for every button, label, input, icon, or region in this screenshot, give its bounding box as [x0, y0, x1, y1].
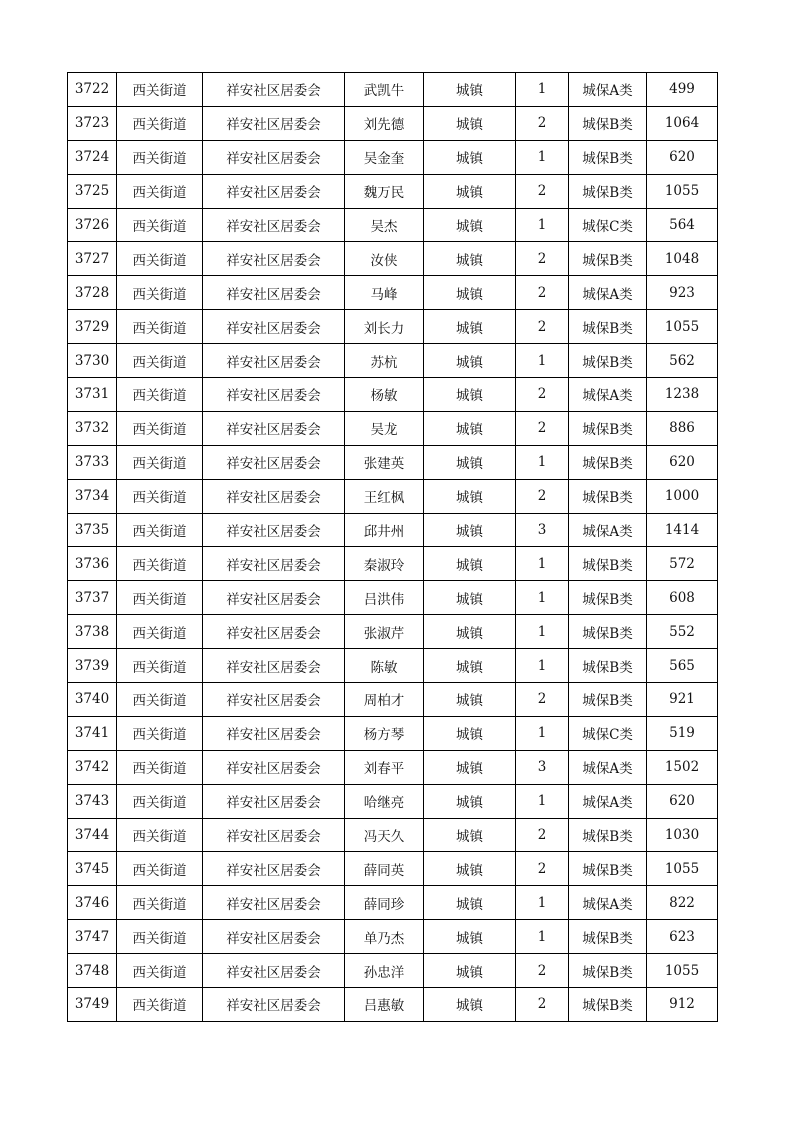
community-cell: 祥安社区居委会: [203, 649, 345, 683]
table-row: [68, 886, 718, 920]
person-name-cell: 马峰: [345, 276, 424, 310]
table-row: [68, 411, 718, 445]
person-name-cell: 孙忠洋: [345, 954, 424, 988]
table-row: [68, 378, 718, 412]
street-cell: 西关街道: [117, 581, 203, 615]
table-row: [68, 242, 718, 276]
household-type-cell: 城镇: [424, 479, 516, 513]
aid-category-cell: 城保B类: [569, 683, 647, 717]
aid-category-cell: 城保B类: [569, 852, 647, 886]
aid-category-cell: 城保B类: [569, 615, 647, 649]
amount-cell: 912: [647, 988, 718, 1022]
aid-category-cell: 城保B类: [569, 581, 647, 615]
table-row: [68, 344, 718, 378]
street-cell: 西关街道: [117, 344, 203, 378]
community-cell: 祥安社区居委会: [203, 750, 345, 784]
person-name-cell: 刘先德: [345, 106, 424, 140]
amount-cell: 1055: [647, 852, 718, 886]
record-id-cell: 3745: [68, 852, 117, 886]
amount-cell: 565: [647, 649, 718, 683]
member-count-cell: 2: [516, 310, 569, 344]
member-count-cell: 1: [516, 547, 569, 581]
person-name-cell: 周柏才: [345, 683, 424, 717]
amount-cell: 1055: [647, 310, 718, 344]
person-name-cell: 刘长力: [345, 310, 424, 344]
person-name-cell: 薛同英: [345, 852, 424, 886]
table-row: [68, 852, 718, 886]
street-cell: 西关街道: [117, 547, 203, 581]
community-cell: 祥安社区居委会: [203, 106, 345, 140]
aid-category-cell: 城保A类: [569, 886, 647, 920]
person-name-cell: 刘春平: [345, 750, 424, 784]
community-cell: 祥安社区居委会: [203, 276, 345, 310]
record-id-cell: 3746: [68, 886, 117, 920]
street-cell: 西关街道: [117, 818, 203, 852]
person-name-cell: 吴杰: [345, 208, 424, 242]
amount-cell: 1238: [647, 378, 718, 412]
member-count-cell: 2: [516, 683, 569, 717]
record-id-cell: 3747: [68, 920, 117, 954]
community-cell: 祥安社区居委会: [203, 818, 345, 852]
street-cell: 西关街道: [117, 479, 203, 513]
aid-category-cell: 城保B类: [569, 344, 647, 378]
record-id-cell: 3730: [68, 344, 117, 378]
community-cell: 祥安社区居委会: [203, 411, 345, 445]
household-type-cell: 城镇: [424, 378, 516, 412]
community-cell: 祥安社区居委会: [203, 378, 345, 412]
community-cell: 祥安社区居委会: [203, 73, 345, 107]
table-row: [68, 276, 718, 310]
community-cell: 祥安社区居委会: [203, 208, 345, 242]
amount-cell: 921: [647, 683, 718, 717]
member-count-cell: 3: [516, 513, 569, 547]
street-cell: 西关街道: [117, 615, 203, 649]
member-count-cell: 1: [516, 445, 569, 479]
amount-cell: 1048: [647, 242, 718, 276]
community-cell: 祥安社区居委会: [203, 140, 345, 174]
aid-category-cell: 城保B类: [569, 174, 647, 208]
member-count-cell: 2: [516, 174, 569, 208]
street-cell: 西关街道: [117, 411, 203, 445]
amount-cell: 620: [647, 140, 718, 174]
household-type-cell: 城镇: [424, 852, 516, 886]
household-type-cell: 城镇: [424, 73, 516, 107]
aid-category-cell: 城保C类: [569, 208, 647, 242]
table-row: [68, 581, 718, 615]
person-name-cell: 邱井州: [345, 513, 424, 547]
household-type-cell: 城镇: [424, 683, 516, 717]
aid-category-cell: 城保B类: [569, 106, 647, 140]
street-cell: 西关街道: [117, 174, 203, 208]
household-type-cell: 城镇: [424, 954, 516, 988]
aid-category-cell: 城保B类: [569, 242, 647, 276]
member-count-cell: 1: [516, 208, 569, 242]
household-type-cell: 城镇: [424, 920, 516, 954]
member-count-cell: 1: [516, 581, 569, 615]
record-id-cell: 3738: [68, 615, 117, 649]
aid-category-cell: 城保B类: [569, 649, 647, 683]
community-cell: 祥安社区居委会: [203, 954, 345, 988]
amount-cell: 1502: [647, 750, 718, 784]
amount-cell: 608: [647, 581, 718, 615]
record-id-cell: 3725: [68, 174, 117, 208]
street-cell: 西关街道: [117, 886, 203, 920]
household-type-cell: 城镇: [424, 886, 516, 920]
household-type-cell: 城镇: [424, 310, 516, 344]
record-id-cell: 3749: [68, 988, 117, 1022]
record-id-cell: 3726: [68, 208, 117, 242]
community-cell: 祥安社区居委会: [203, 479, 345, 513]
community-cell: 祥安社区居委会: [203, 445, 345, 479]
member-count-cell: 1: [516, 649, 569, 683]
person-name-cell: 汝侠: [345, 242, 424, 276]
household-type-cell: 城镇: [424, 208, 516, 242]
amount-cell: 1064: [647, 106, 718, 140]
amount-cell: 1030: [647, 818, 718, 852]
record-id-cell: 3732: [68, 411, 117, 445]
aid-category-cell: 城保B类: [569, 310, 647, 344]
person-name-cell: 陈敏: [345, 649, 424, 683]
record-id-cell: 3740: [68, 683, 117, 717]
table-row: [68, 649, 718, 683]
person-name-cell: 魏万民: [345, 174, 424, 208]
household-type-cell: 城镇: [424, 818, 516, 852]
street-cell: 西关街道: [117, 716, 203, 750]
member-count-cell: 2: [516, 276, 569, 310]
community-cell: 祥安社区居委会: [203, 988, 345, 1022]
person-name-cell: 王红枫: [345, 479, 424, 513]
table-row: [68, 683, 718, 717]
aid-category-cell: 城保A类: [569, 513, 647, 547]
member-count-cell: 1: [516, 615, 569, 649]
table-row: [68, 615, 718, 649]
household-type-cell: 城镇: [424, 174, 516, 208]
record-id-cell: 3734: [68, 479, 117, 513]
person-name-cell: 武凯牛: [345, 73, 424, 107]
record-id-cell: 3723: [68, 106, 117, 140]
amount-cell: 822: [647, 886, 718, 920]
member-count-cell: 1: [516, 73, 569, 107]
table-row: [68, 73, 718, 107]
record-id-cell: 3742: [68, 750, 117, 784]
street-cell: 西关街道: [117, 445, 203, 479]
household-type-cell: 城镇: [424, 276, 516, 310]
record-id-cell: 3743: [68, 784, 117, 818]
record-id-cell: 3736: [68, 547, 117, 581]
member-count-cell: 2: [516, 852, 569, 886]
amount-cell: 562: [647, 344, 718, 378]
member-count-cell: 2: [516, 818, 569, 852]
member-count-cell: 2: [516, 954, 569, 988]
community-cell: 祥安社区居委会: [203, 716, 345, 750]
community-cell: 祥安社区居委会: [203, 581, 345, 615]
household-type-cell: 城镇: [424, 581, 516, 615]
street-cell: 西关街道: [117, 988, 203, 1022]
table-row: [68, 716, 718, 750]
community-cell: 祥安社区居委会: [203, 513, 345, 547]
aid-category-cell: 城保B类: [569, 479, 647, 513]
street-cell: 西关街道: [117, 310, 203, 344]
record-id-cell: 3727: [68, 242, 117, 276]
record-id-cell: 3737: [68, 581, 117, 615]
record-id-cell: 3741: [68, 716, 117, 750]
records-table: [67, 72, 718, 1022]
table-row: [68, 479, 718, 513]
aid-category-cell: 城保C类: [569, 716, 647, 750]
street-cell: 西关街道: [117, 73, 203, 107]
street-cell: 西关街道: [117, 242, 203, 276]
member-count-cell: 1: [516, 140, 569, 174]
amount-cell: 1055: [647, 954, 718, 988]
record-id-cell: 3722: [68, 73, 117, 107]
table-row: [68, 513, 718, 547]
community-cell: 祥安社区居委会: [203, 683, 345, 717]
community-cell: 祥安社区居委会: [203, 615, 345, 649]
household-type-cell: 城镇: [424, 988, 516, 1022]
person-name-cell: 冯天久: [345, 818, 424, 852]
amount-cell: 552: [647, 615, 718, 649]
record-id-cell: 3744: [68, 818, 117, 852]
street-cell: 西关街道: [117, 852, 203, 886]
table-row: [68, 954, 718, 988]
person-name-cell: 哈继亮: [345, 784, 424, 818]
table-row: [68, 174, 718, 208]
street-cell: 西关街道: [117, 276, 203, 310]
table-row: [68, 106, 718, 140]
household-type-cell: 城镇: [424, 750, 516, 784]
community-cell: 祥安社区居委会: [203, 344, 345, 378]
aid-category-cell: 城保B类: [569, 818, 647, 852]
street-cell: 西关街道: [117, 920, 203, 954]
table-row: [68, 547, 718, 581]
record-id-cell: 3739: [68, 649, 117, 683]
aid-category-cell: 城保A类: [569, 276, 647, 310]
household-type-cell: 城镇: [424, 716, 516, 750]
table-row: [68, 920, 718, 954]
community-cell: 祥安社区居委会: [203, 310, 345, 344]
aid-category-cell: 城保A类: [569, 378, 647, 412]
street-cell: 西关街道: [117, 683, 203, 717]
table-row: [68, 310, 718, 344]
record-id-cell: 3729: [68, 310, 117, 344]
amount-cell: 923: [647, 276, 718, 310]
aid-category-cell: 城保A类: [569, 73, 647, 107]
table-row: [68, 140, 718, 174]
person-name-cell: 杨敏: [345, 378, 424, 412]
person-name-cell: 苏杭: [345, 344, 424, 378]
street-cell: 西关街道: [117, 378, 203, 412]
household-type-cell: 城镇: [424, 411, 516, 445]
table-row: [68, 988, 718, 1022]
amount-cell: 1055: [647, 174, 718, 208]
person-name-cell: 吴龙: [345, 411, 424, 445]
street-cell: 西关街道: [117, 208, 203, 242]
household-type-cell: 城镇: [424, 106, 516, 140]
person-name-cell: 秦淑玲: [345, 547, 424, 581]
aid-category-cell: 城保A类: [569, 784, 647, 818]
member-count-cell: 2: [516, 479, 569, 513]
person-name-cell: 薛同珍: [345, 886, 424, 920]
table-row: [68, 750, 718, 784]
street-cell: 西关街道: [117, 649, 203, 683]
record-id-cell: 3728: [68, 276, 117, 310]
street-cell: 西关街道: [117, 513, 203, 547]
record-id-cell: 3733: [68, 445, 117, 479]
table-row: [68, 445, 718, 479]
member-count-cell: 1: [516, 920, 569, 954]
record-id-cell: 3731: [68, 378, 117, 412]
household-type-cell: 城镇: [424, 445, 516, 479]
household-type-cell: 城镇: [424, 784, 516, 818]
community-cell: 祥安社区居委会: [203, 784, 345, 818]
member-count-cell: 2: [516, 106, 569, 140]
records-table-body: [68, 73, 718, 1022]
person-name-cell: 单乃杰: [345, 920, 424, 954]
street-cell: 西关街道: [117, 106, 203, 140]
aid-category-cell: 城保B类: [569, 547, 647, 581]
person-name-cell: 张建英: [345, 445, 424, 479]
aid-category-cell: 城保B类: [569, 140, 647, 174]
community-cell: 祥安社区居委会: [203, 852, 345, 886]
aid-category-cell: 城保B类: [569, 445, 647, 479]
amount-cell: 564: [647, 208, 718, 242]
aid-category-cell: 城保B类: [569, 920, 647, 954]
aid-category-cell: 城保B类: [569, 954, 647, 988]
community-cell: 祥安社区居委会: [203, 174, 345, 208]
aid-category-cell: 城保B类: [569, 988, 647, 1022]
member-count-cell: 2: [516, 411, 569, 445]
amount-cell: 1414: [647, 513, 718, 547]
street-cell: 西关街道: [117, 140, 203, 174]
member-count-cell: 3: [516, 750, 569, 784]
person-name-cell: 杨方琴: [345, 716, 424, 750]
household-type-cell: 城镇: [424, 140, 516, 174]
community-cell: 祥安社区居委会: [203, 242, 345, 276]
household-type-cell: 城镇: [424, 615, 516, 649]
member-count-cell: 1: [516, 784, 569, 818]
household-type-cell: 城镇: [424, 649, 516, 683]
member-count-cell: 2: [516, 988, 569, 1022]
household-type-cell: 城镇: [424, 344, 516, 378]
person-name-cell: 吕惠敏: [345, 988, 424, 1022]
household-type-cell: 城镇: [424, 242, 516, 276]
household-type-cell: 城镇: [424, 547, 516, 581]
person-name-cell: 吕洪伟: [345, 581, 424, 615]
street-cell: 西关街道: [117, 954, 203, 988]
street-cell: 西关街道: [117, 750, 203, 784]
amount-cell: 499: [647, 73, 718, 107]
community-cell: 祥安社区居委会: [203, 920, 345, 954]
person-name-cell: 吴金奎: [345, 140, 424, 174]
amount-cell: 623: [647, 920, 718, 954]
member-count-cell: 2: [516, 242, 569, 276]
amount-cell: 620: [647, 445, 718, 479]
record-id-cell: 3748: [68, 954, 117, 988]
amount-cell: 1000: [647, 479, 718, 513]
table-row: [68, 818, 718, 852]
record-id-cell: 3724: [68, 140, 117, 174]
person-name-cell: 张淑芹: [345, 615, 424, 649]
amount-cell: 886: [647, 411, 718, 445]
aid-category-cell: 城保B类: [569, 411, 647, 445]
household-type-cell: 城镇: [424, 513, 516, 547]
aid-category-cell: 城保A类: [569, 750, 647, 784]
amount-cell: 519: [647, 716, 718, 750]
member-count-cell: 1: [516, 344, 569, 378]
amount-cell: 572: [647, 547, 718, 581]
member-count-cell: 2: [516, 378, 569, 412]
table-row: [68, 784, 718, 818]
street-cell: 西关街道: [117, 784, 203, 818]
amount-cell: 620: [647, 784, 718, 818]
member-count-cell: 1: [516, 716, 569, 750]
table-row: [68, 208, 718, 242]
member-count-cell: 1: [516, 886, 569, 920]
community-cell: 祥安社区居委会: [203, 547, 345, 581]
record-id-cell: 3735: [68, 513, 117, 547]
community-cell: 祥安社区居委会: [203, 886, 345, 920]
